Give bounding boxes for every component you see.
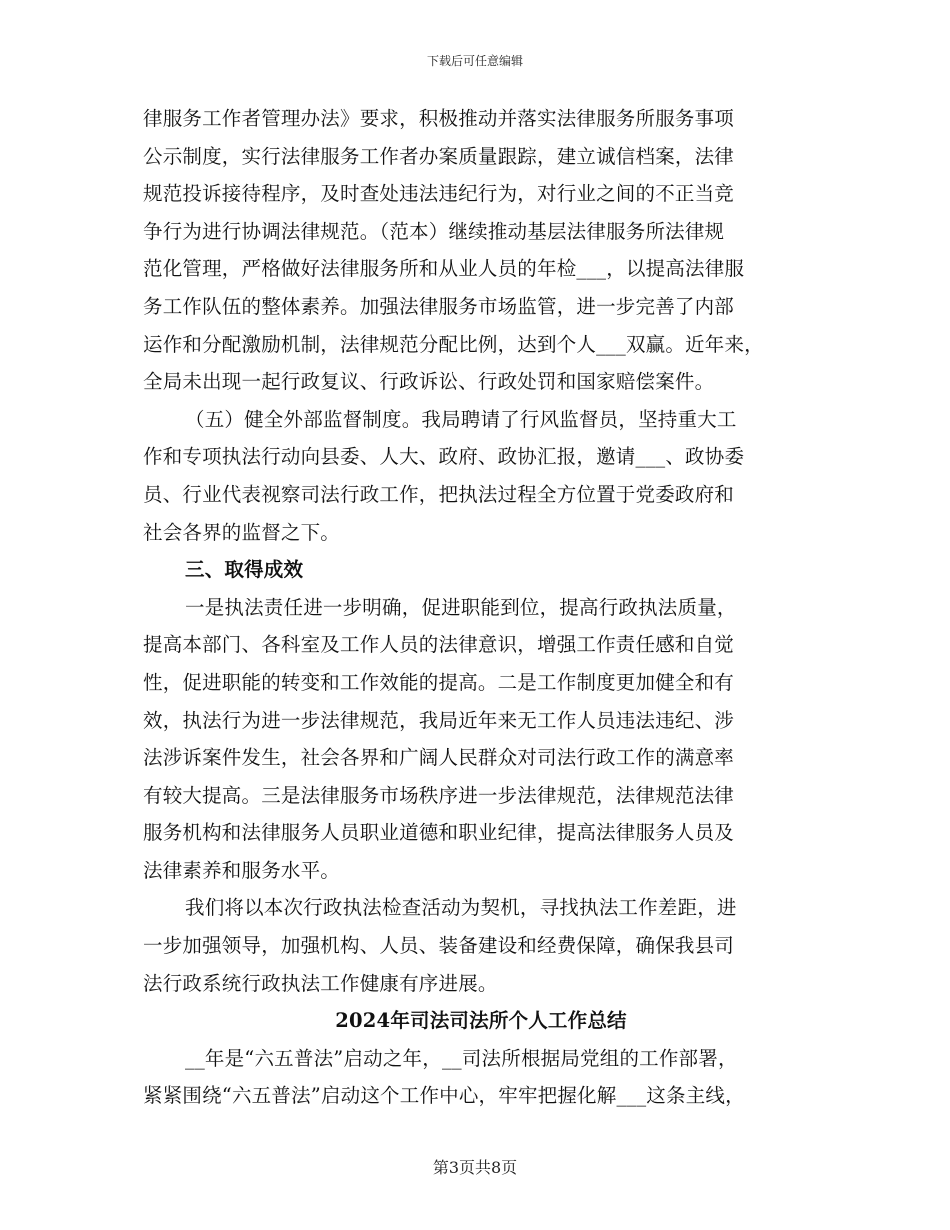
body-line: 效，执法行为进一步法律规范，我局近年来无工作人员违法违纪、涉 (143, 708, 735, 732)
body-line: 有较大提高。三是法律服务市场秩序进一步法律规范，法律规范法律 (143, 783, 735, 807)
body-line: 紧紧围绕“六五普法”启动这个工作中心，牢牢把握化解___这条主线， (143, 1084, 745, 1108)
body-line: 法行政系统行政执法工作健康有序进展。 (143, 971, 498, 995)
body-line: 争行为进行协调法律规范。（范本）继续推动基层法律服务所法律规 (143, 219, 725, 243)
body-line: 我们将以本次行政执法检查活动为契机，寻找执法工作差距，进 (185, 896, 737, 920)
body-line: 公示制度，实行法律服务工作者办案质量跟踪，建立诚信档案，法律 (143, 144, 735, 168)
body-line: 运作和分配激励机制，法律规范分配比例，达到个人___双赢。近年来， (143, 332, 764, 356)
body-line: 社会各界的监督之下。 (143, 520, 341, 544)
body-line: 性，促进职能的转变和工作效能的提高。二是工作制度更加健全和有 (143, 670, 735, 694)
body-line: 员、行业代表视察司法行政工作，把执法过程全方位置于党委政府和 (143, 482, 735, 506)
body-line: 范化管理，严格做好法律服务所和从业人员的年检___，以提高法律服 (143, 257, 745, 281)
body-line: 务工作队伍的整体素养。加强法律服务市场监管，进一步完善了内部 (143, 294, 735, 318)
body-line: 律服务工作者管理办法》要求，积极推动并落实法律服务所服务事项 (143, 107, 735, 130)
body-line: 提高本部门、各科室及工作人员的法律意识，增强工作责任感和自觉 (143, 633, 735, 657)
body-line: 法涉诉案件发生，社会各界和广阔人民群众对司法行政工作的满意率 (143, 746, 735, 770)
page-number: 第3页共8页 (432, 1158, 518, 1177)
body-line: 一是执法责任进一步明确，促进职能到位，提高行政执法质量， (185, 595, 737, 619)
body-line: （五）健全外部监督制度。我局聘请了行风监督员，坚持重大工 (185, 407, 737, 431)
body-line: 服务机构和法律服务人员职业道德和职业纪律，提高法律服务人员及 (143, 821, 735, 845)
body-line: 全局未出现一起行政复议、行政诉讼、行政处罚和国家赔偿案件。 (143, 370, 715, 394)
body-line: 规范投诉接待程序，及时查处违法违纪行为，对行业之间的不正当竞 (143, 182, 735, 206)
body-line: __年是“六五普法”启动之年，__司法所根据局党组的工作部署， (185, 1046, 738, 1070)
document-body (143, 100, 819, 1115)
body-line: 作和专项执法行动向县委、人大、政府、政协汇报，邀请___、政协委 (143, 445, 745, 469)
body-line: 一步加强领导，加强机构、人员、装备建设和经费保障，确保我县司 (143, 934, 735, 958)
body-line: 法律素养和服务水平。 (143, 858, 341, 882)
page-header-note: 下载后可任意编辑 (426, 54, 523, 68)
section-heading: 三、取得成效 (185, 558, 304, 582)
document-title: 2024年司法司法所个人工作总结 (335, 1009, 627, 1033)
